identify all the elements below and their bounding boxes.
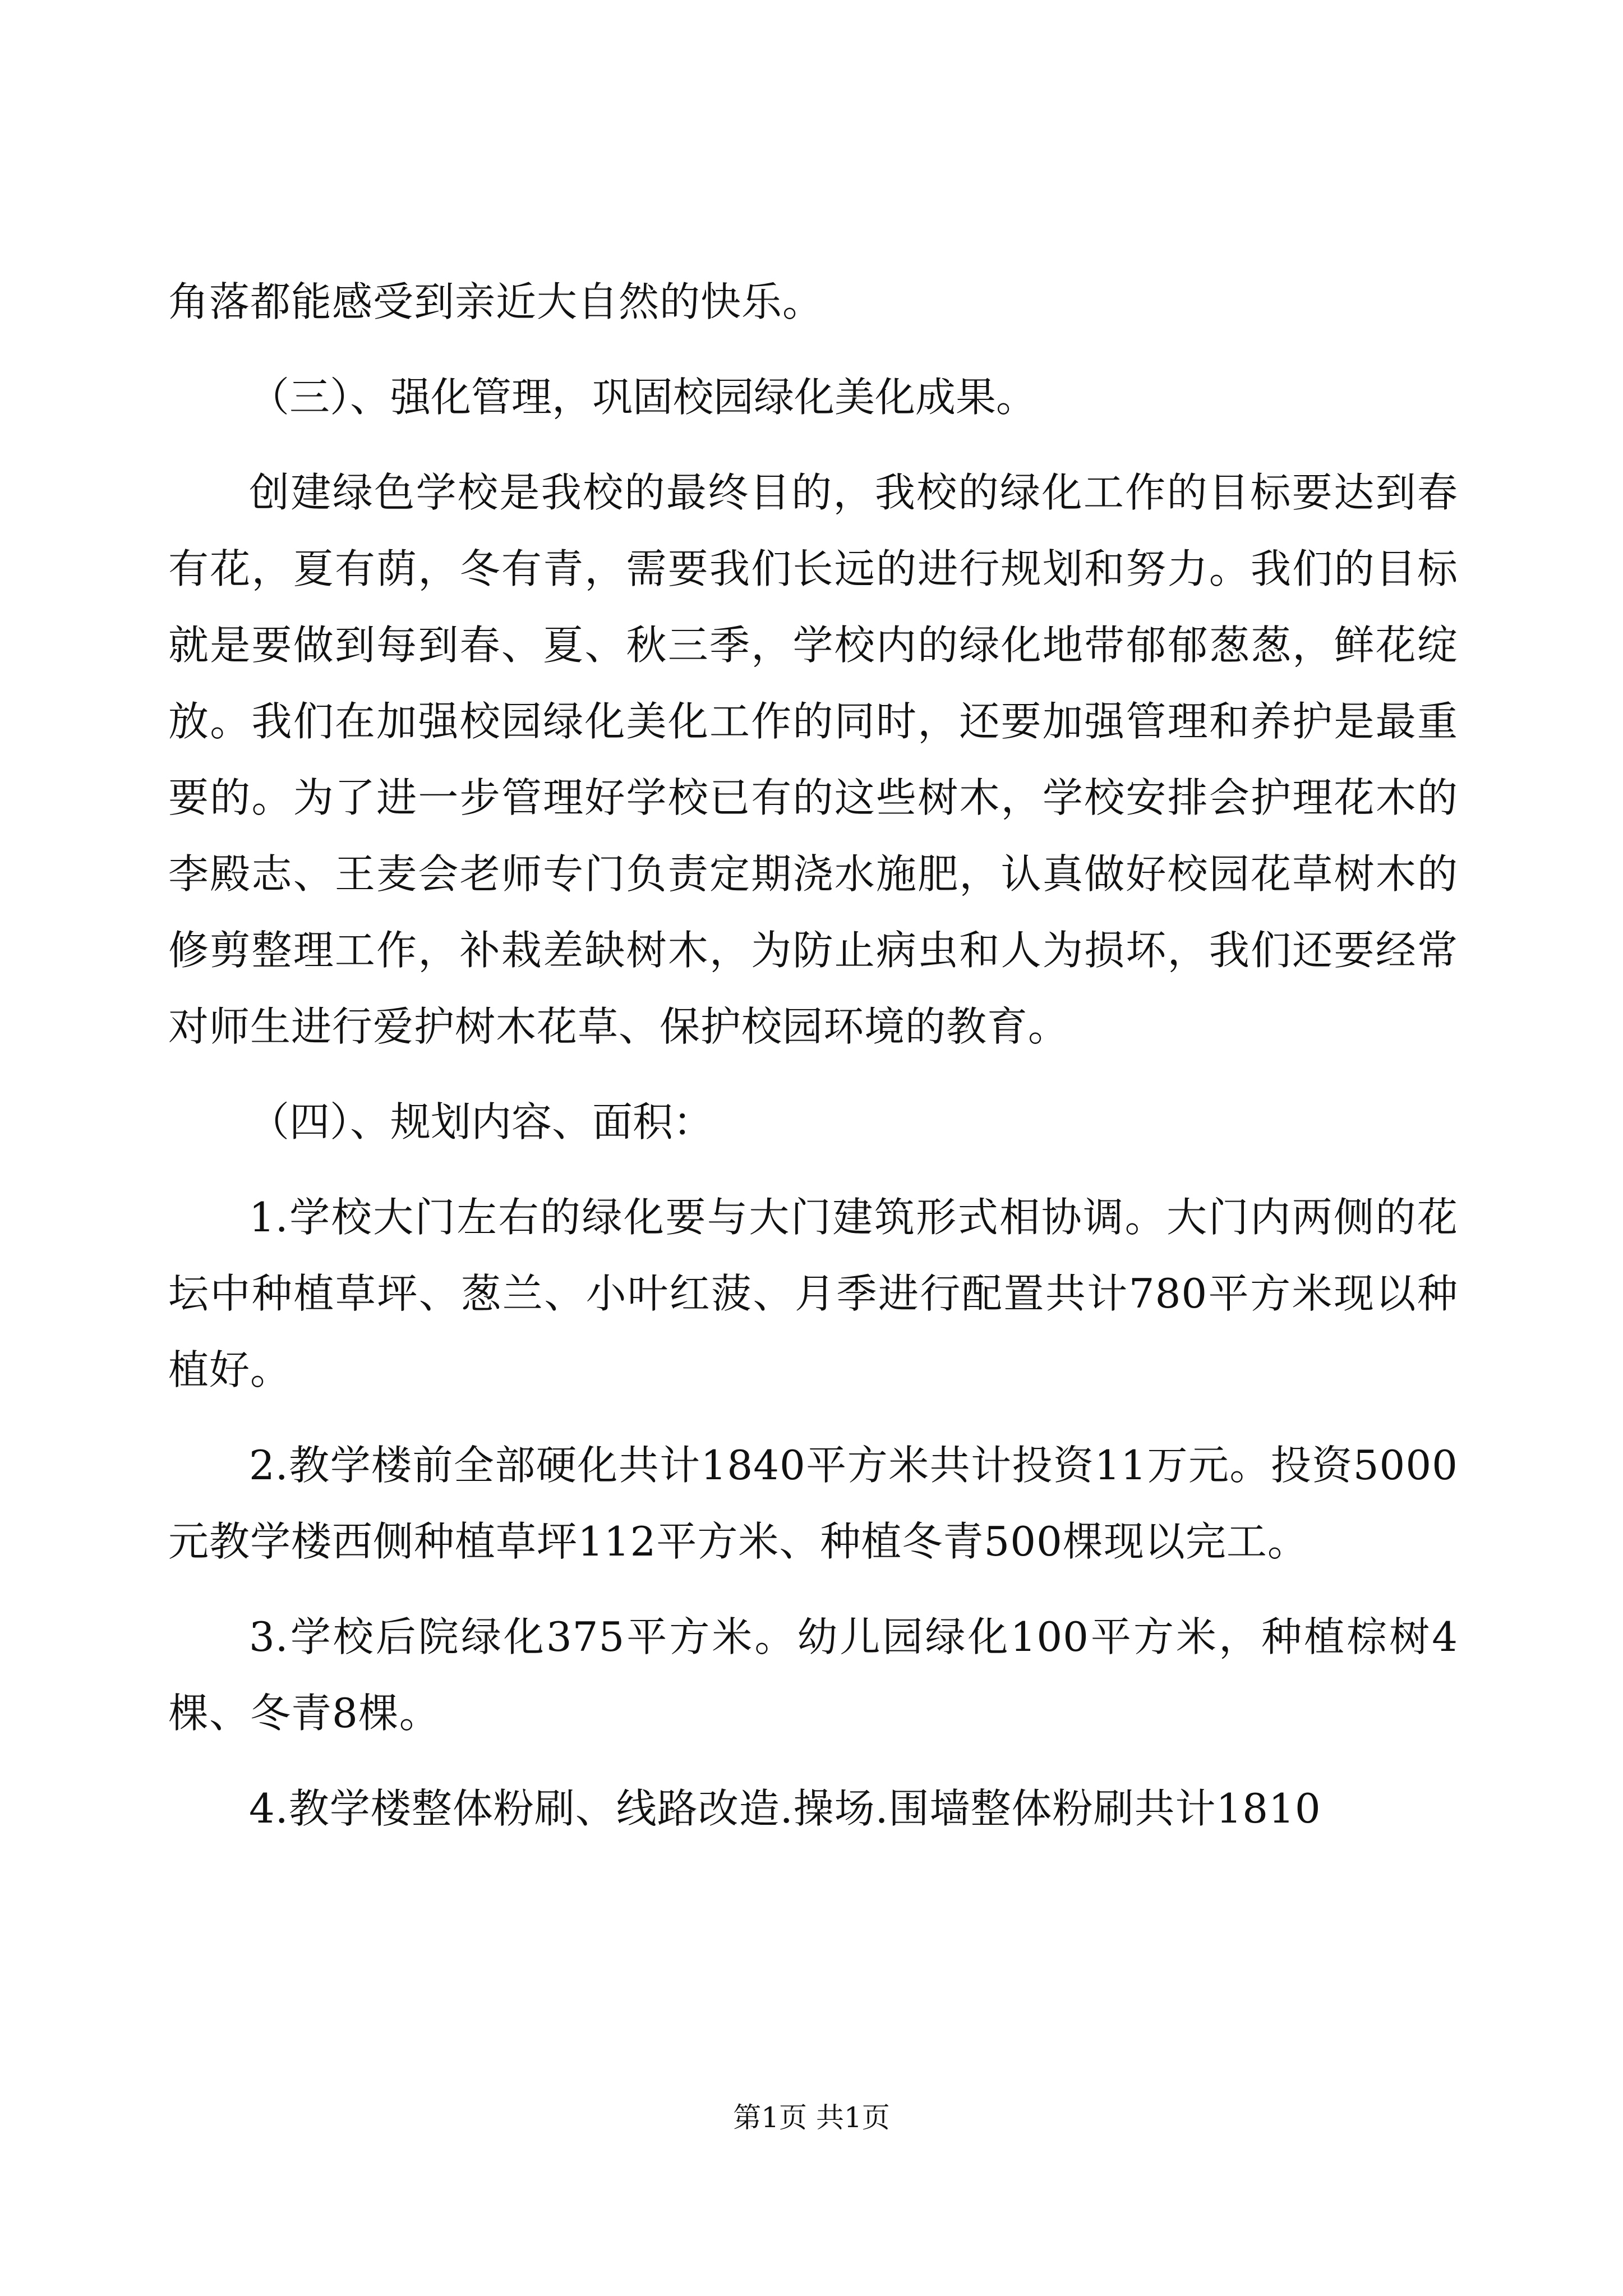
paragraph-management: 创建绿色学校是我校的最终目的，我校的绿化工作的目标要达到春有花，夏有荫，冬有青，需要我们长远的进行规划和努力。我们的目标就是要做到每到春、夏、秋三季，学校内的绿化地带郁郁葱葱，鲜花绽放。我们在加强校园绿化美化工作的同时，还要加强管理和养护是最重要的。为了进一步管理好学校已有的这些树木，学校安排会护理花木的李殿志、王麦会老师专门负责定期浇水施肥，认真做好校园花草树木的修剪整理工作，补栽差缺树木，为防止病虫和人为损坏，我们还要经常对师生进行爱护树木花草、保护校园环境的教育。 <box>168 469 1458 1050</box>
list-item-1: 1.学校大门左右的绿化要与大门建筑形式相协调。大门内两侧的花坛中种植草坪、葱兰、小叶红菠、月季进行配置共计780平方米现以种植好。 <box>168 1194 1458 1393</box>
list-item-3: 3.学校后院绿化375平方米。幼儿园绿化100平方米，种植棕树4棵、冬青8棵。 <box>168 1613 1458 1737</box>
list-item-2: 2.教学楼前全部硬化共计1840平方米共计投资11万元。投资5000元教学楼西侧种植草坪112平方米、种植冬青500棵现以完工。 <box>168 1442 1458 1565</box>
page-footer: 第1页 共1页 <box>733 2101 890 2134</box>
list-item-4: 4.教学楼整体粉刷、线路改造.操场.围墙整体粉刷共计1810 <box>249 1785 1321 1832</box>
section-heading-three: （三）、强化管理，巩固校园绿化美化成果。 <box>249 374 1037 421</box>
paragraph-continuation: 角落都能感受到亲近大自然的快乐。 <box>168 278 824 325</box>
document-body <box>168 264 1458 1866</box>
section-heading-four: （四）、规划内容、面积： <box>249 1098 714 1145</box>
